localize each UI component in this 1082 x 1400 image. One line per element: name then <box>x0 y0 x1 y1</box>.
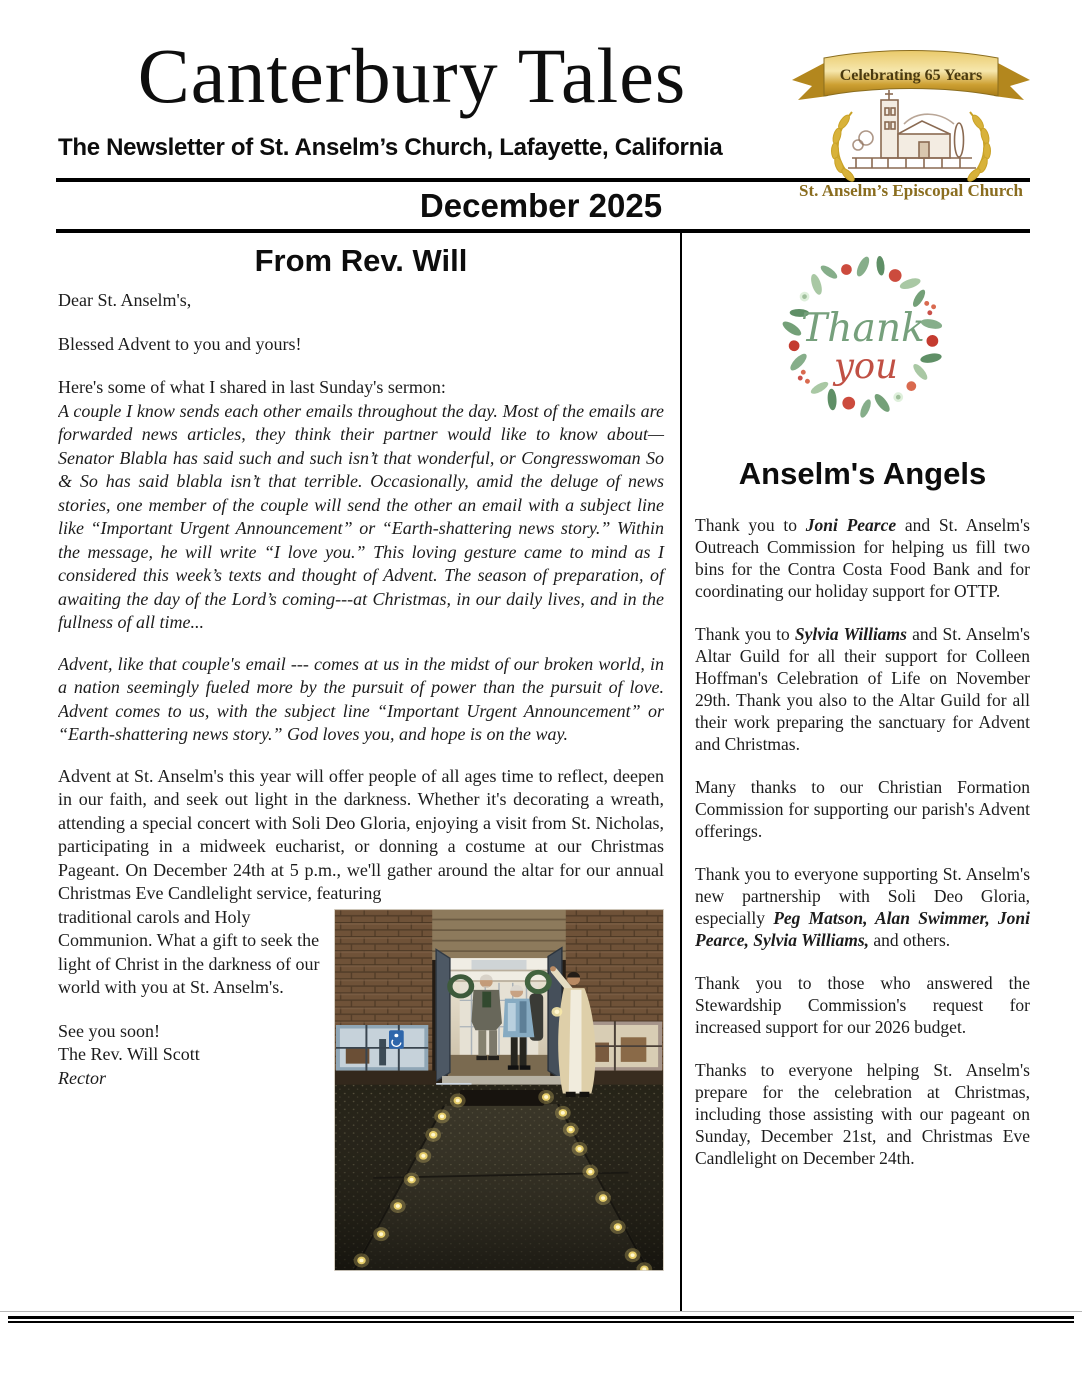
ribbon-tail-left <box>792 62 828 100</box>
letter-salutation: Dear St. Anselm's, <box>58 290 192 310</box>
issue-date: December 2025 <box>419 187 663 224</box>
text-segment: Thank you to those who answered the Stewardship Commission's request for increased support for our 2026 budget. <box>695 973 1030 1037</box>
text-segment: Thank you to everyone supporting St. Anselm's new partnership with Soli Deo Gloria, especially <box>695 864 1030 928</box>
newsletter-tagline: The Newsletter of St. Anselm’s Church, Lafayette, California <box>58 134 723 161</box>
thank-you-paragraph <box>695 623 1030 755</box>
angels-heading: Anselm's Angels <box>738 456 987 491</box>
advent-paragraph: Advent at St. Anselm's this year will offer people of all ages time to reflect, deepen in our faith, and seek out light in the darkness. Whether it's decorating a wreath, attending a special concert with Soli Deo Gloria, enjoying a visit from St. Nicholas, participating in a midweek eucharist, or donning a costume at our Christmas Pageant. On December 24th at 5 p.m., we'll gather around the altar for our annual Christmas Eve Candlelight service, featuring <box>58 765 664 903</box>
thank-you-paragraph <box>695 514 1030 602</box>
letter-intro: Here's some of what I shared in last Sunday's sermon: <box>58 377 446 397</box>
text-segment: Thank you to <box>695 515 806 535</box>
letter-blessing: Blessed Advent to you and yours! <box>58 333 302 354</box>
wreath-word-thank: Thank <box>800 305 925 351</box>
text-segment: and St. Anselm's Outreach Commission for helping us fill two bins for the Contra Costa Food Bank and for coordinating our holiday support for OTTP. <box>695 515 1030 601</box>
angels-column <box>682 233 1030 1311</box>
text-segment: Sylvia Williams <box>794 624 907 644</box>
thank-you-paragraph <box>695 972 1030 1038</box>
church-anniversary-logo <box>786 38 1036 206</box>
thank-you-paragraph <box>695 776 1030 842</box>
letter-wrap-paragraph: traditional carols and Holy Communion. What a gift to seek the light of Christ in the darkness of our world with you at St. Anselm's. <box>58 906 320 997</box>
left-window <box>336 1024 428 1070</box>
logo-caption: St. Anselm’s Episcopal Church <box>799 181 1023 200</box>
thank-you-wreath <box>695 243 1030 440</box>
two-column-body <box>58 233 1030 1311</box>
ribbon-tail-right <box>994 62 1030 100</box>
signature-name: The Rev. Will Scott <box>58 1044 200 1064</box>
candlelight-entrance-photo <box>334 909 664 1271</box>
sermon-excerpt-paragraph: A couple I know sends each other emails throughout the day. Most of the emails are forwarded news articles, they think their partner would like to know about—Senator Blabla has said such and such isn’t that wonderful, or Congresswoman So & So has said blabla isn’t that terrible. Occasionally, amid the deluge of news stories, one member of the couple will send the other an email with a subject line like “Important Urgent Announcement” or “Earth-shattering news story.” Within the message, he will write “I love you.” This loving gesture came to mind as I considered this week’s texts and thought of Advent. The season of preparation, of awaiting the day of the Lord’s coming---at Christmas, in our daily lives, and in the fullness of all time... <box>58 400 664 632</box>
masthead <box>0 0 1082 200</box>
ribbon-banner-text: Celebrating 65 Years <box>839 67 983 84</box>
church-sketch-icon <box>848 90 976 168</box>
thank-you-paragraph <box>695 1059 1030 1169</box>
wreath-word-you: you <box>833 346 898 388</box>
signature-title: Rector <box>58 1067 106 1088</box>
rector-letter-column <box>58 233 680 1311</box>
letter-closing-block <box>58 906 664 1091</box>
text-segment: Thanks to everyone helping St. Anselm's prepare for the celebration at Christmas, including those assisting with our pageant on Sunday, December 21st, and Christmas Eve Candlelight on December 24th. <box>695 1060 1030 1168</box>
church-logo-icon <box>786 38 1036 206</box>
closing-line: See you soon! <box>58 1020 160 1041</box>
text-segment: and others. <box>869 930 951 950</box>
text-segment: Many thanks to our Christian Formation Commission for supporting our parish's Advent offerings. <box>695 777 1030 841</box>
text-segment: and St. Anselm's Altar Guild for all their support for Colleen Hoffman's Celebration of Life on November 29th. Thank you also to the Altar Guild for all their work preparing the sanctuary for Advent and Christmas. <box>695 624 1030 754</box>
thank-you-paragraph <box>695 863 1030 951</box>
text-segment: Peg Matson, Alan Swimmer, Joni Pearce, Sylvia Williams, <box>695 908 1030 950</box>
footer-thin-rule <box>0 1311 1082 1312</box>
thank-you-wreath-icon <box>764 243 962 435</box>
letter-heading: From Rev. Will <box>254 243 468 278</box>
text-segment: Joni Pearce <box>805 515 897 535</box>
newsletter-title: Canterbury Tales <box>137 32 687 119</box>
text-segment: Thank you to <box>695 624 795 644</box>
footer-double-rule <box>8 1316 1074 1323</box>
sermon-excerpt-paragraph: Advent, like that couple's email --- comes at us in the midst of our broken world, in a nation seemingly fueled more by the pursuit of power than the pursuit of love. Advent comes to us, with the subject line “Important Urgent Announcement” or “Earth-shattering news story.” God loves you, and hope is on the way. <box>58 653 664 744</box>
candlelight-entrance-photo-image <box>334 909 664 1271</box>
